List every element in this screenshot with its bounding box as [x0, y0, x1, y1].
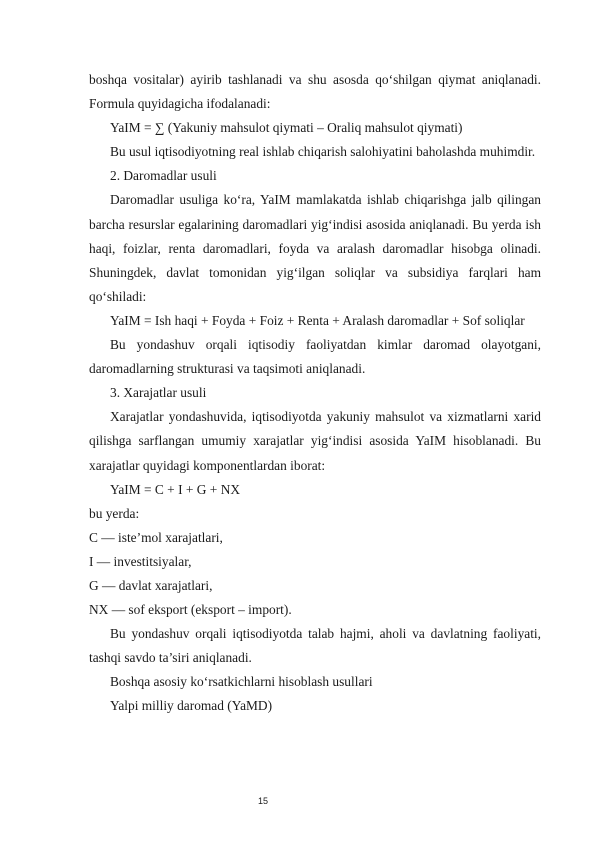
paragraph-expenditure-method: Xarajatlar yondashuvida, iqtisodiyotda yakuniy mahsulot va xizmatlarni xarid qilishga sarflangan umumiy xarajatlar yig‘indisi asosida YaIM hisoblanadi. Bu xarajatlar quyidagi komponentlardan iborat:: [89, 409, 541, 473]
definition-net-export: NX — sof eksport (eksport – import).: [89, 602, 292, 618]
definition-government: G — davlat xarajatlari,: [89, 577, 213, 593]
definition-consumption: C — iste’mol xarajatlari,: [89, 529, 223, 545]
heading-expenditure-method: 3. Xarajatlar usuli: [110, 385, 207, 401]
heading-other-indicators: Boshqa asosiy ko‘rsatkichlarni hisoblash usullari: [110, 674, 373, 690]
document-page: [89, 68, 541, 719]
formula-expenditure-method: YaIM = C + I + G + NX: [110, 481, 241, 497]
paragraph-income-method: Daromadlar usuliga ko‘ra, YaIM mamlakatda ishlab chiqarishga jalb qilingan barcha resurslar egalarining daromadlari yig‘indisi asosida aniqlanadi. Bu yerda ish haqi, foizlar, renta daromadlari, foyda va aralash daromadlar hisobga olinadi. Shuningdek, davlat tomonidan yig‘ilgan soliqlar va subsidiya farqlari ham qo‘shiladi:: [89, 192, 541, 304]
formula-value-added: YaIM = ∑ (Yakuniy mahsulot qiymati – Oraliq mahsulot qiymati): [110, 120, 463, 136]
page-number: 15: [258, 796, 269, 806]
paragraph-income-method-note: Bu yondashuv orqali iqtisodiy faoliyatdan kimlar daromad olayotgani, daromadlarning strukturasi va taqsimoti aniqlanadi.: [89, 337, 541, 377]
heading-income-method: 2. Daromadlar usuli: [110, 168, 217, 184]
definitions-intro: bu yerda:: [89, 505, 140, 521]
formula-income-method: YaIM = Ish haqi + Foyda + Foiz + Renta + Aralash daromadlar + Sof soliqlar: [110, 312, 525, 328]
paragraph-expenditure-method-note: Bu yondashuv orqali iqtisodiyotda talab hajmi, aholi va davlatning faoliyati, tashqi savdo ta’siri aniqlanadi.: [89, 626, 541, 666]
paragraph-intro-continuation: boshqa vositalar) ayirib tashlanadi va shu asosda qo‘shilgan qiymat aniqlanadi. Formula quyidagicha ifodalanadi:: [89, 72, 541, 112]
heading-gni: Yalpi milliy daromad (YaMD): [110, 698, 273, 714]
definition-investment: I — investitsiyalar,: [89, 553, 192, 569]
paragraph-production-method-note: Bu usul iqtisodiyotning real ishlab chiqarish salohiyatini baholashda muhimdir.: [110, 144, 536, 160]
